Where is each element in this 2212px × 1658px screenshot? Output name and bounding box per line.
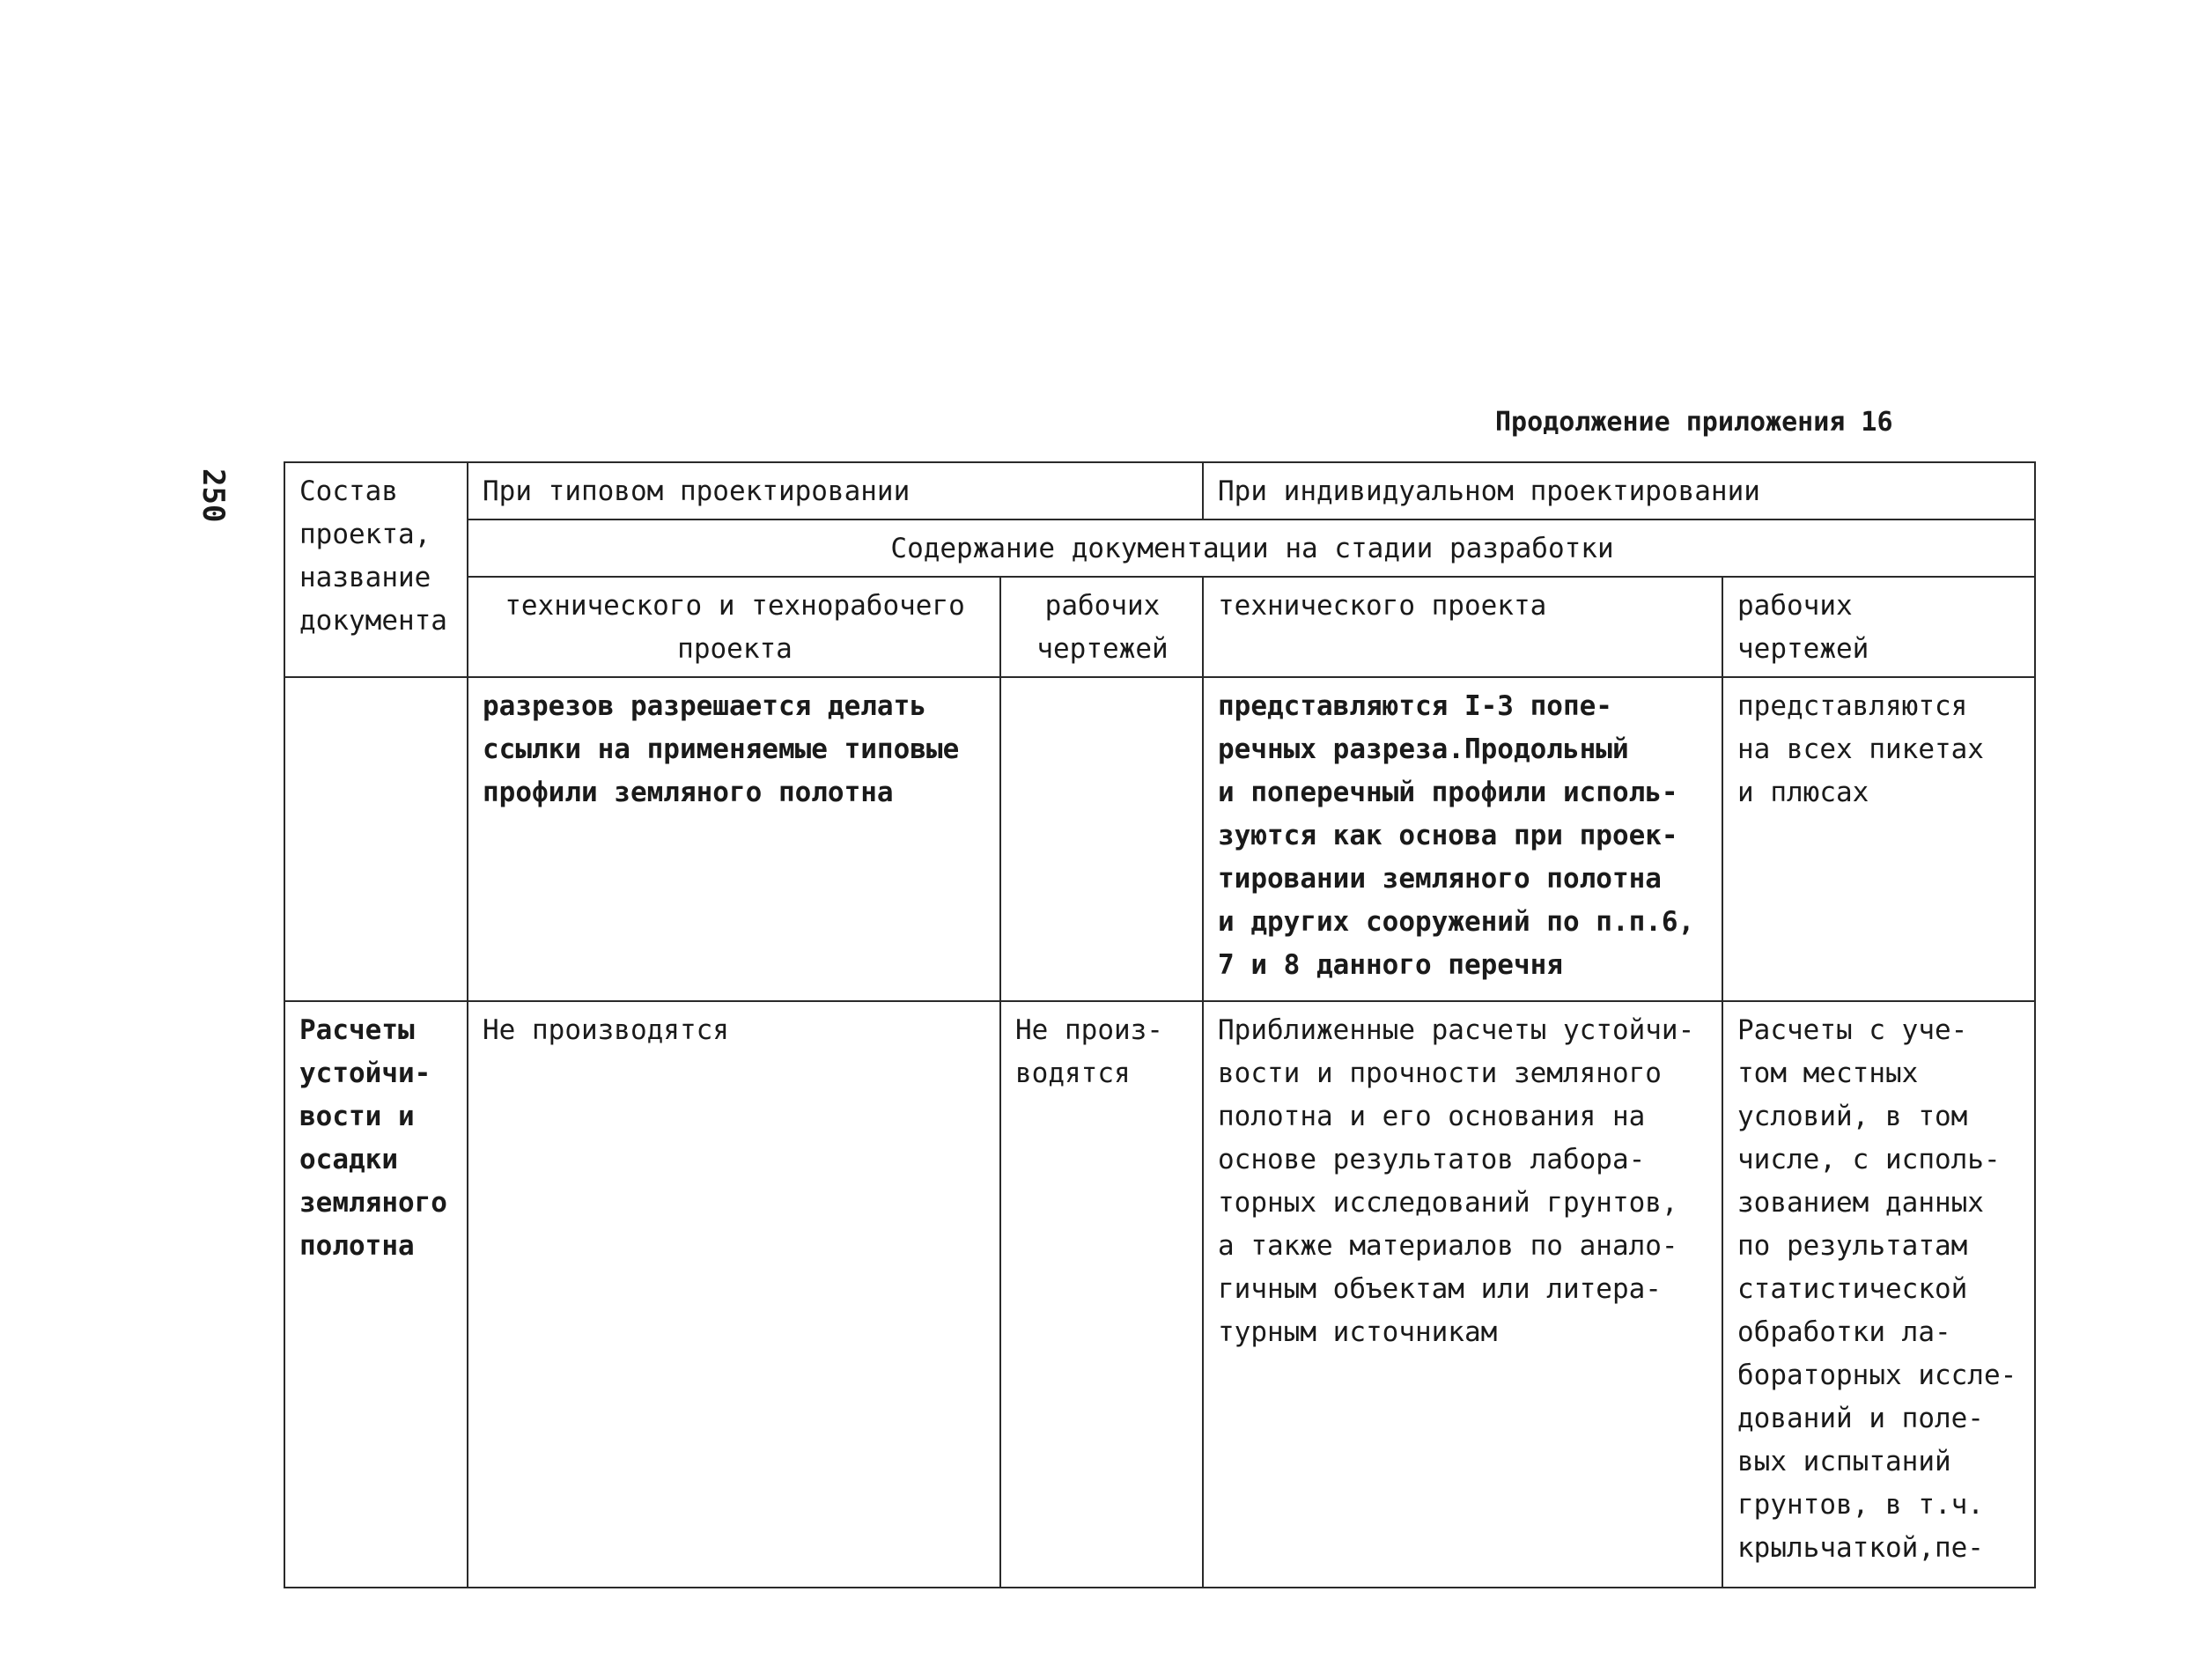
table-row bbox=[284, 1001, 2035, 1588]
header-composition: Состав проекта, название документа bbox=[284, 462, 468, 677]
continuation-title: Продолжение приложения 16 bbox=[1495, 407, 1893, 438]
table-row bbox=[284, 677, 2035, 1001]
row-individual-technical: представляются I-3 попе- речных разреза.Продольный и поперечный профили исполь- зуются как основа при проек- тировании земляного полотна и других сооружений по п.п.6, 7 и 8 данного перечня bbox=[1203, 677, 1722, 1001]
row-name: Расчеты устойчи- вости и осадки земляного полотна bbox=[284, 1001, 468, 1588]
documentation-table bbox=[284, 461, 2036, 1588]
subheader-typical-technical: технического и технорабочего проекта bbox=[468, 577, 1000, 677]
row-typical-working: Не произ- водятся bbox=[1000, 1001, 1203, 1588]
row-individual-working: Расчеты с уче- том местных условий, в том числе, с исполь- зованием данных по результатам статистической обработки ла- бораторных иссле- дований и поле- вых испытаний грунтов, в т.ч. крыльчаткой,пе- bbox=[1722, 1001, 2035, 1588]
header-typical-design: При типовом проектировании bbox=[468, 462, 1203, 520]
row-individual-technical: Приближенные расчеты устойчи- вости и прочности земляного полотна и его основания на основе результатов лабора- торных исследований грунтов, а также материалов по анало- гичным объектам или литера- турным источникам bbox=[1203, 1001, 1722, 1588]
header-individual-design: При индивидуальном проектировании bbox=[1203, 462, 2035, 520]
header-documentation-content: Содержание документации на стадии разработки bbox=[468, 520, 2035, 577]
row-typical-technical: разрезов разрешается делать ссылки на применяемые типовые профили земляного полотна bbox=[468, 677, 1000, 1001]
page-number: 250 bbox=[195, 468, 231, 523]
subheader-typical-working: рабочих чертежей bbox=[1000, 577, 1203, 677]
row-name bbox=[284, 677, 468, 1001]
row-typical-working bbox=[1000, 677, 1203, 1001]
subheader-individual-working: рабочих чертежей bbox=[1722, 577, 2035, 677]
subheader-individual-technical: технического проекта bbox=[1203, 577, 1722, 677]
row-typical-technical: Не производятся bbox=[468, 1001, 1000, 1588]
row-individual-working: представляются на всех пикетах и плюсах bbox=[1722, 677, 2035, 1001]
